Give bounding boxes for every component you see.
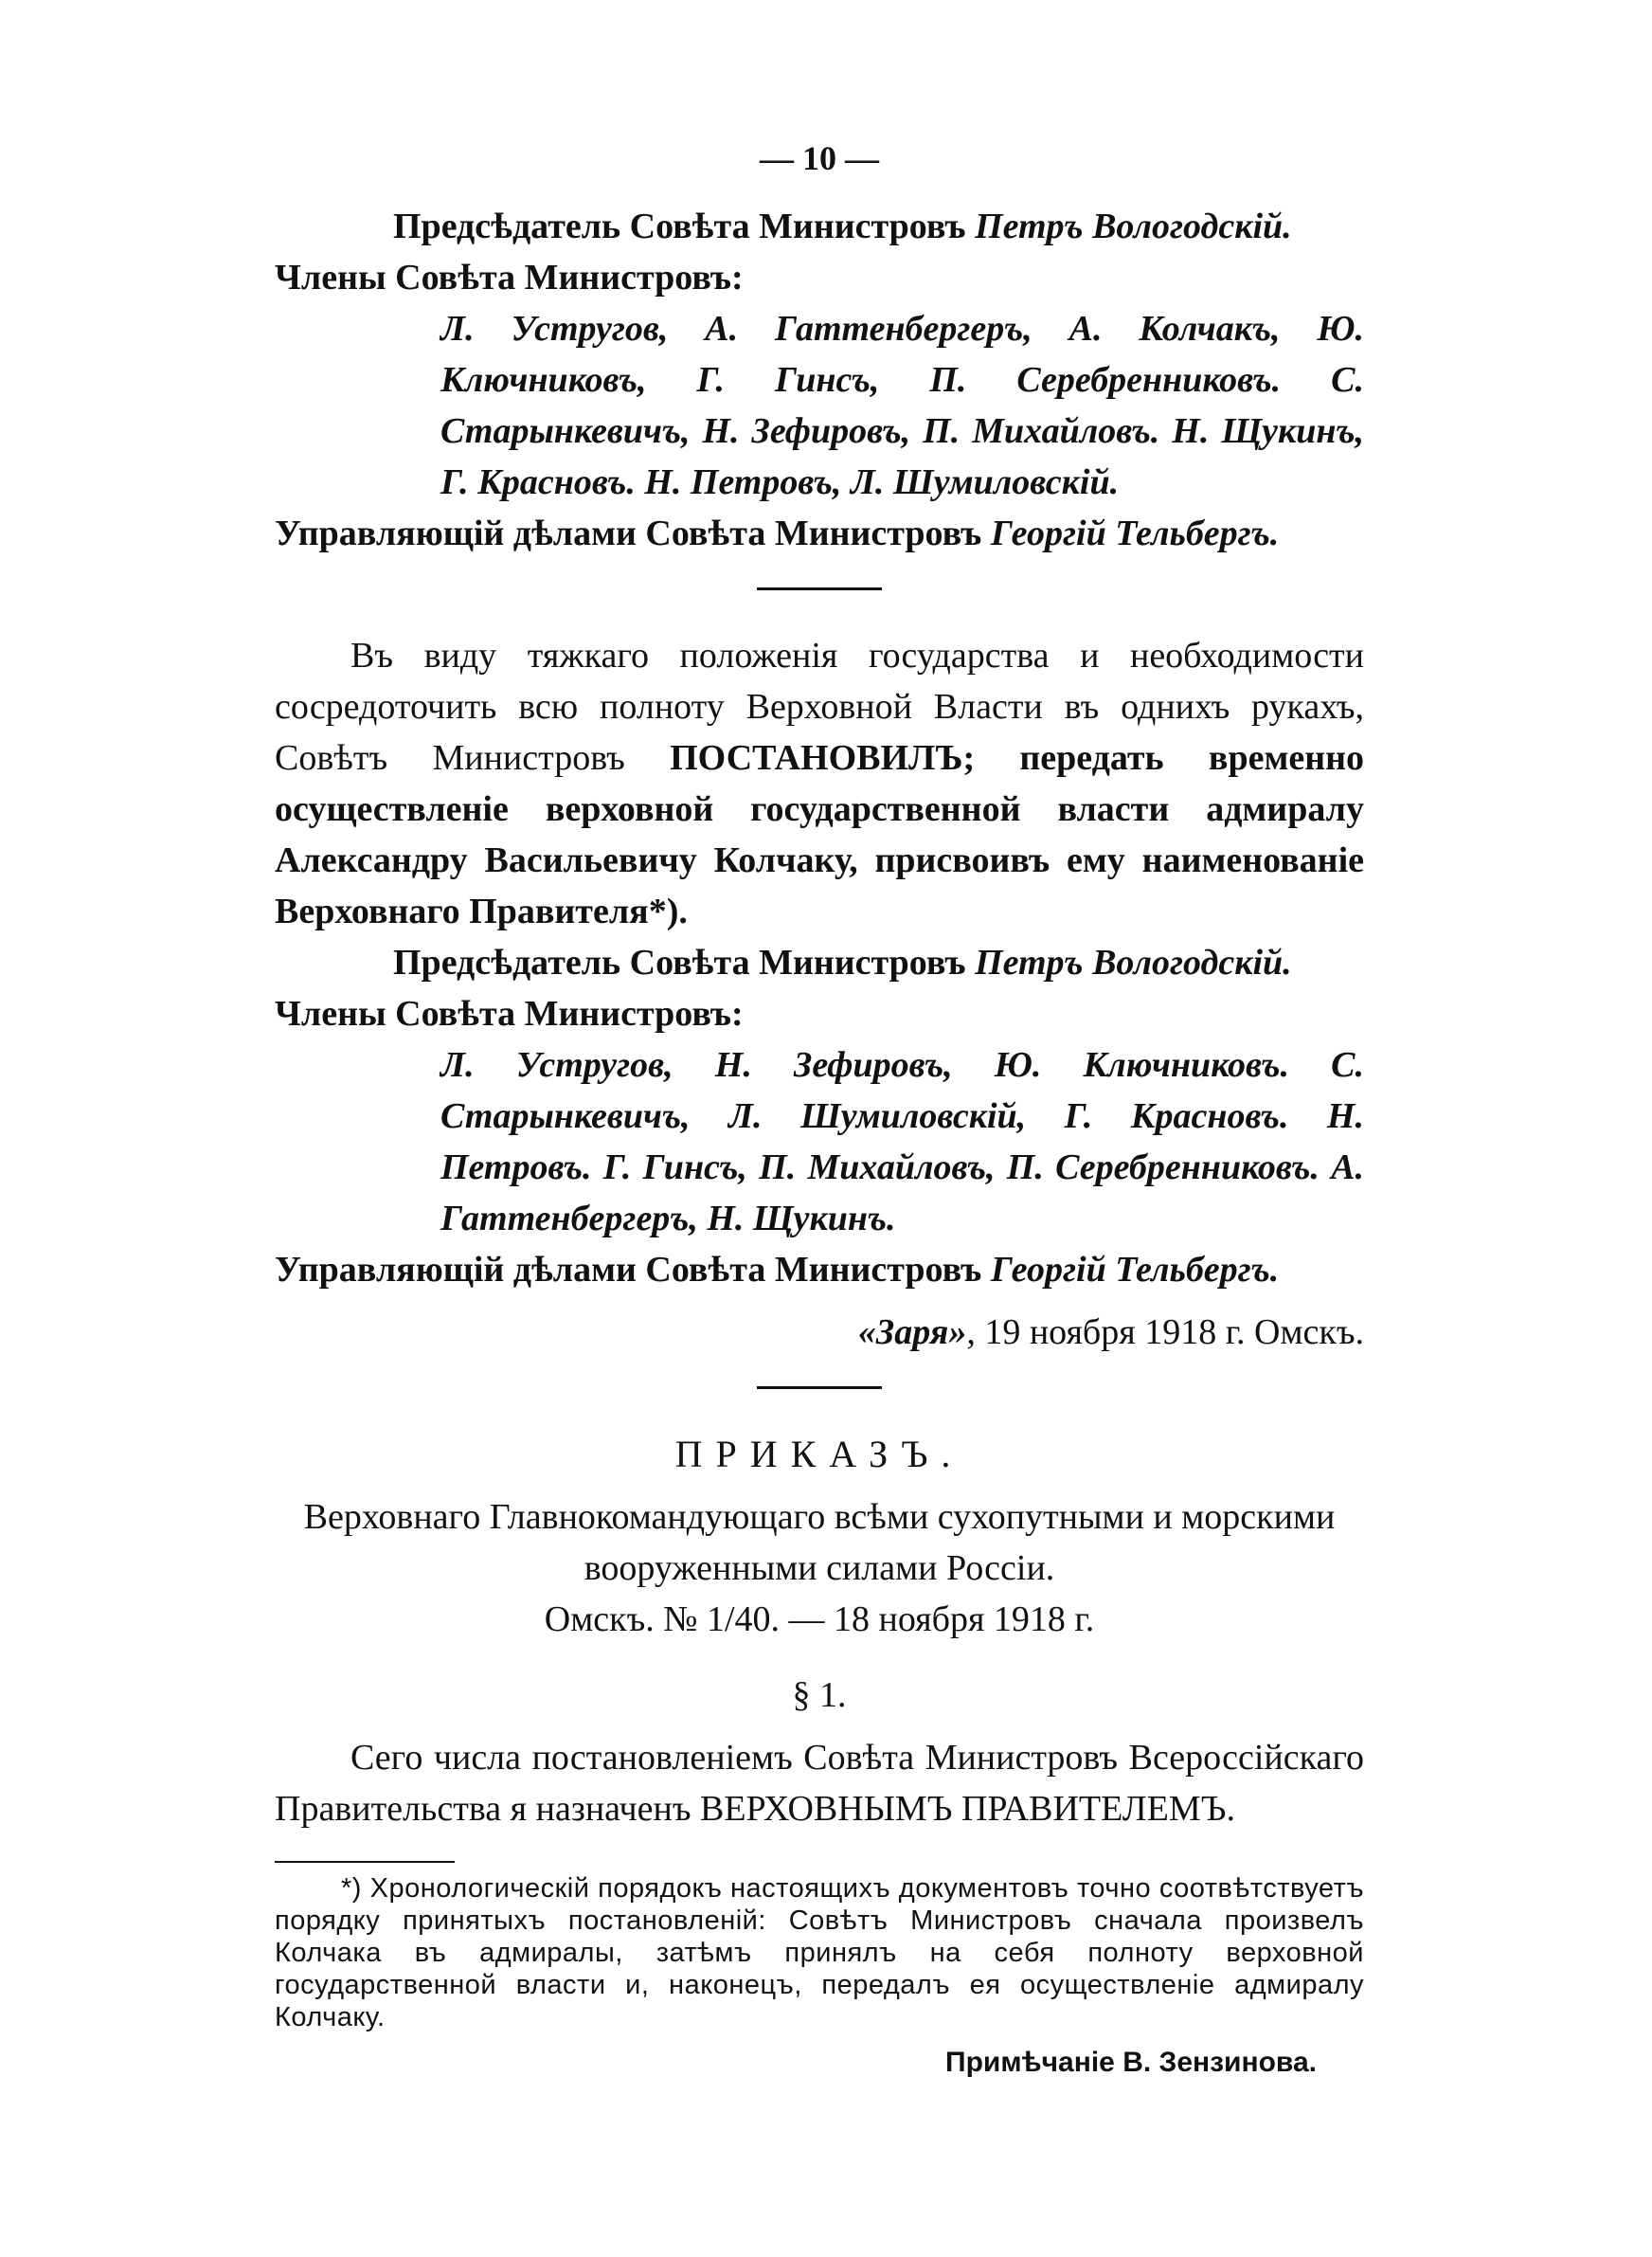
order-text: Сего числа постановленіемъ Совѣта Министровъ Всероссійскаго Правительства я назначенъ ВЕРХОВНЫМЪ ПРАВИТЕЛЕМЪ. — [275, 1738, 1364, 1829]
manager-line — [275, 508, 1364, 559]
footnote-rule — [275, 1861, 455, 1863]
order-date-line: Омскъ. № 1/40. — 18 ноября 1918 г. — [544, 1599, 1095, 1639]
footnote-signature: Примѣчаніе В. Зензинова. — [945, 2047, 1317, 2078]
manager-line — [275, 1244, 1364, 1295]
chairman-label: Предсѣдатель Совѣта Министровъ — [393, 943, 966, 983]
decree-2-verb: ПОСТАНОВИЛЪ; — [670, 738, 976, 778]
order-title: ПРИКАЗЪ. — [674, 1433, 964, 1475]
manager-label: Управляющій дѣлами Совѣта Министровъ — [275, 1250, 982, 1290]
decree-2-text — [275, 630, 1364, 937]
decree-2-intro: Въ виду тяжкаго положенія государства и необходимости сосредоточить всю полноту Верховной Власти въ однихъ рукахъ, Совѣтъ Министровъ — [275, 636, 1364, 778]
source-line — [275, 1307, 1364, 1358]
divider-rule — [757, 1386, 882, 1389]
document-page — [275, 133, 1364, 2088]
members-names: Л. Устругов, А. Гаттенбергеръ, А. Колчакъ, Ю. Ключниковъ, Г. Гинсъ, П. Серебренниковъ. С. Старынкевичъ, Н. Зефировъ, П. Михайловъ. Н. Щукинъ, Г. Красновъ. Н. Петровъ, Л. Шумиловскій. — [440, 309, 1364, 502]
order-subtitle: Верховнаго Главнокомандующаго всѣми сухопутными и морскими вооруженными силами Россіи. — [303, 1497, 1336, 1588]
chairman-name: Петръ Вологодскій. — [975, 943, 1292, 983]
chairman-label: Предсѣдатель Совѣта Министровъ — [393, 207, 966, 246]
members-names: Л. Устругов, Н. Зефировъ, Ю. Ключниковъ. С. Старынкевичъ, Л. Шумиловскій, Г. Красновъ. Н. Петровъ. Г. Гинсъ, П. Михайловъ, П. Серебренниковъ. А. Гаттенбергеръ, Н. Щукинъ. — [440, 1045, 1364, 1238]
members-label: Члены Совѣта Министровъ: — [275, 994, 744, 1034]
chairman-name: Петръ Вологодскій. — [975, 207, 1292, 246]
manager-label: Управляющій дѣлами Совѣта Министровъ — [275, 514, 982, 553]
decree-1-signatures — [275, 201, 1364, 559]
order — [275, 1429, 1364, 1834]
chairman-line — [275, 201, 1364, 252]
manager-name: Георгій Тельбергъ. — [990, 514, 1280, 553]
footnote-text: *) Хронологическій порядокъ настоящихъ документовъ точно соотвѣтствуетъ порядку принятыхъ постановленій: Совѣтъ Министровъ сначала произвелъ Колчака въ адмиралы, затѣмъ принялъ на себя полноту верховной государственной власти и, наконецъ, передалъ ея осуществленіе адмиралу Колчаку. — [275, 1873, 1364, 2032]
divider-rule — [757, 587, 882, 590]
source-date: , 19 ноября 1918 г. Омскъ. — [966, 1312, 1364, 1352]
manager-name: Георгій Тельбергъ. — [990, 1250, 1280, 1290]
section-mark: § 1. — [792, 1675, 847, 1715]
page-number: — 10 — — [760, 139, 879, 177]
source-name: «Заря» — [857, 1312, 967, 1352]
members-label: Члены Совѣта Министровъ: — [275, 258, 744, 298]
chairman-line — [275, 937, 1364, 988]
decree-2 — [275, 630, 1364, 1358]
decree-2-rest: передать временно осуществленіе верховной государственной власти адмиралу Александру Васильевичу Колчаку, присвоивъ ему наименованіе Верховнаго Правителя*). — [275, 738, 1364, 931]
footnote — [275, 1872, 1364, 2088]
